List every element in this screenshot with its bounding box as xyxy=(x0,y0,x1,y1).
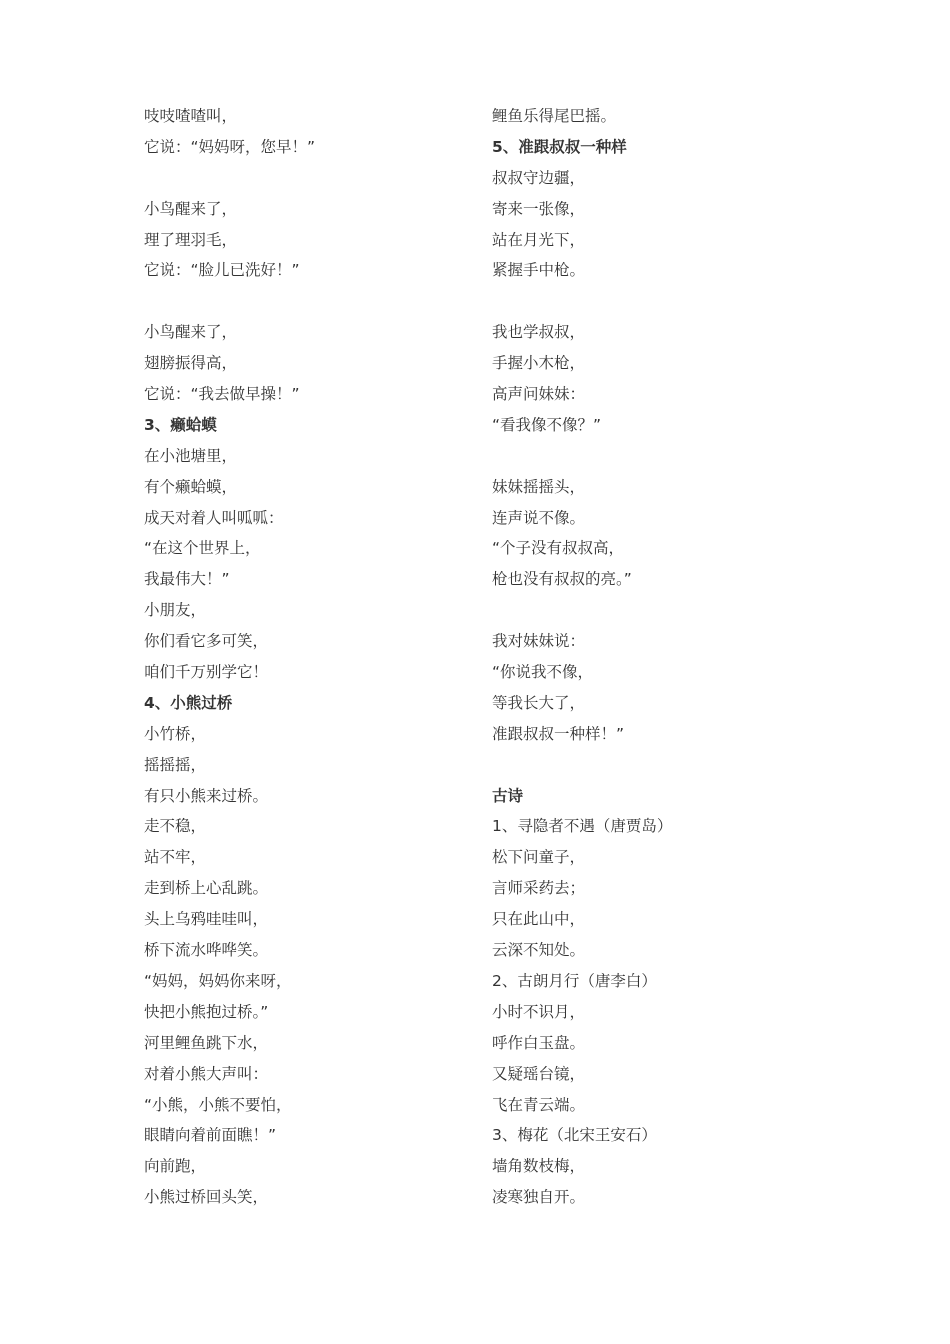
poem-line: 头上乌鸦哇哇叫， xyxy=(144,910,269,929)
poem-line: 枪也没有叔叔的亮。” xyxy=(492,570,632,589)
poem-line: 你们看它多可笑， xyxy=(144,632,269,651)
poem-line: 我也学叔叔， xyxy=(492,323,586,342)
poem-line: 向前跑， xyxy=(144,1157,207,1176)
poem-line: 摇摇摇， xyxy=(144,755,207,774)
poem-line: 只在此山中， xyxy=(492,910,586,929)
poem-line: 小鸟醒来了， xyxy=(144,323,238,342)
section-heading: 3、癞蛤蟆 xyxy=(144,415,217,434)
poem-line: 在小池塘里， xyxy=(144,446,238,465)
poem-line: 对着小熊大声叫： xyxy=(144,1064,269,1083)
poem-line: 叔叔守边疆， xyxy=(492,168,586,187)
poem-line: 河里鲤鱼跳下水， xyxy=(144,1033,269,1052)
poem-line: 站在月光下， xyxy=(492,230,586,249)
poem-line: 咱们千万别学它！ xyxy=(144,663,269,682)
poem-line: 我对妹妹说： xyxy=(492,632,586,651)
poem-line: 小朋友， xyxy=(144,601,207,620)
blank-line xyxy=(492,595,852,626)
poem-line: 2、古朗月行（唐李白） xyxy=(492,971,657,990)
poem-line: 小时不识月， xyxy=(492,1002,586,1021)
poem-line: 鲤鱼乐得尾巴摇。 xyxy=(492,107,617,125)
poem-line: 桥下流水哗哗笑。 xyxy=(144,941,269,960)
blank-line xyxy=(492,286,852,317)
poem-line: 高声问妹妹： xyxy=(492,385,586,404)
poem-line: 眼睛向着前面瞧！” xyxy=(144,1126,277,1145)
poem-line: 翅膀振得高， xyxy=(144,354,238,373)
poem-line: 理了理羽毛， xyxy=(144,230,238,249)
poem-line: 准跟叔叔一种样！” xyxy=(492,724,625,743)
poem-line: 它说：“我去做早操！” xyxy=(144,385,300,404)
poem-line: 走到桥上心乱跳。 xyxy=(144,879,269,898)
poem-line: 手握小木枪， xyxy=(492,354,586,373)
poem-line: 它说：“脸儿已洗好！” xyxy=(144,261,300,280)
poem-line: 连声说不像。 xyxy=(492,508,586,527)
section-heading: 4、小熊过桥 xyxy=(144,693,233,712)
blank-line xyxy=(144,163,464,194)
poem-line: 言师采药去； xyxy=(492,879,586,898)
poem-line: 小竹桥， xyxy=(144,724,207,743)
poem-line: “看我像不像？” xyxy=(492,415,602,434)
poem-line: 吱吱喳喳叫， xyxy=(144,107,238,125)
poem-line: 站不牢， xyxy=(144,848,207,867)
poem-line: 凌寒独自开。 xyxy=(492,1188,586,1207)
poem-line: 1、寻隐者不遇（唐贾岛） xyxy=(492,817,673,836)
poem-line: 成天对着人叫呱呱： xyxy=(144,508,284,527)
poem-line: 它说：“妈妈呀，您早！” xyxy=(144,137,316,156)
poem-line: 小鸟醒来了， xyxy=(144,199,238,218)
poem-line: “你说我不像， xyxy=(492,663,594,682)
poem-line: 墙角数枝梅， xyxy=(492,1157,586,1176)
poem-line: 有个癞蛤蟆， xyxy=(144,477,238,496)
right-text-column xyxy=(492,101,852,1213)
poem-line: “个子没有叔叔高， xyxy=(492,539,625,558)
poem-line: 等我长大了， xyxy=(492,693,586,712)
blank-line xyxy=(144,286,464,317)
poem-line: 紧握手中枪。 xyxy=(492,261,586,280)
blank-line xyxy=(492,441,852,472)
poem-line: 又疑瑶台镜， xyxy=(492,1064,586,1083)
poem-line: 快把小熊抱过桥。” xyxy=(144,1002,269,1021)
poem-line: “小熊，小熊不要怕， xyxy=(144,1095,292,1114)
poem-line: 云深不知处。 xyxy=(492,941,586,960)
section-heading: 古诗 xyxy=(492,786,524,805)
poem-line: 呼作白玉盘。 xyxy=(492,1033,586,1052)
section-heading: 5、准跟叔叔一种样 xyxy=(492,137,627,156)
poem-line: “在这个世界上， xyxy=(144,539,261,558)
poem-line: 寄来一张像， xyxy=(492,199,586,218)
poem-line: 飞在青云端。 xyxy=(492,1095,586,1114)
left-text-column xyxy=(144,101,464,1213)
poem-line: 3、梅花（北宋王安石） xyxy=(492,1126,657,1145)
poem-line: 松下问童子， xyxy=(492,848,586,867)
poem-line: 有只小熊来过桥。 xyxy=(144,786,269,805)
poem-line: “妈妈，妈妈你来呀， xyxy=(144,971,292,990)
poem-line: 妹妹摇摇头， xyxy=(492,477,586,496)
poem-line: 我最伟大！” xyxy=(144,570,230,589)
poem-line: 小熊过桥回头笑， xyxy=(144,1188,269,1207)
poem-line: 走不稳， xyxy=(144,817,207,836)
blank-line xyxy=(492,750,852,781)
